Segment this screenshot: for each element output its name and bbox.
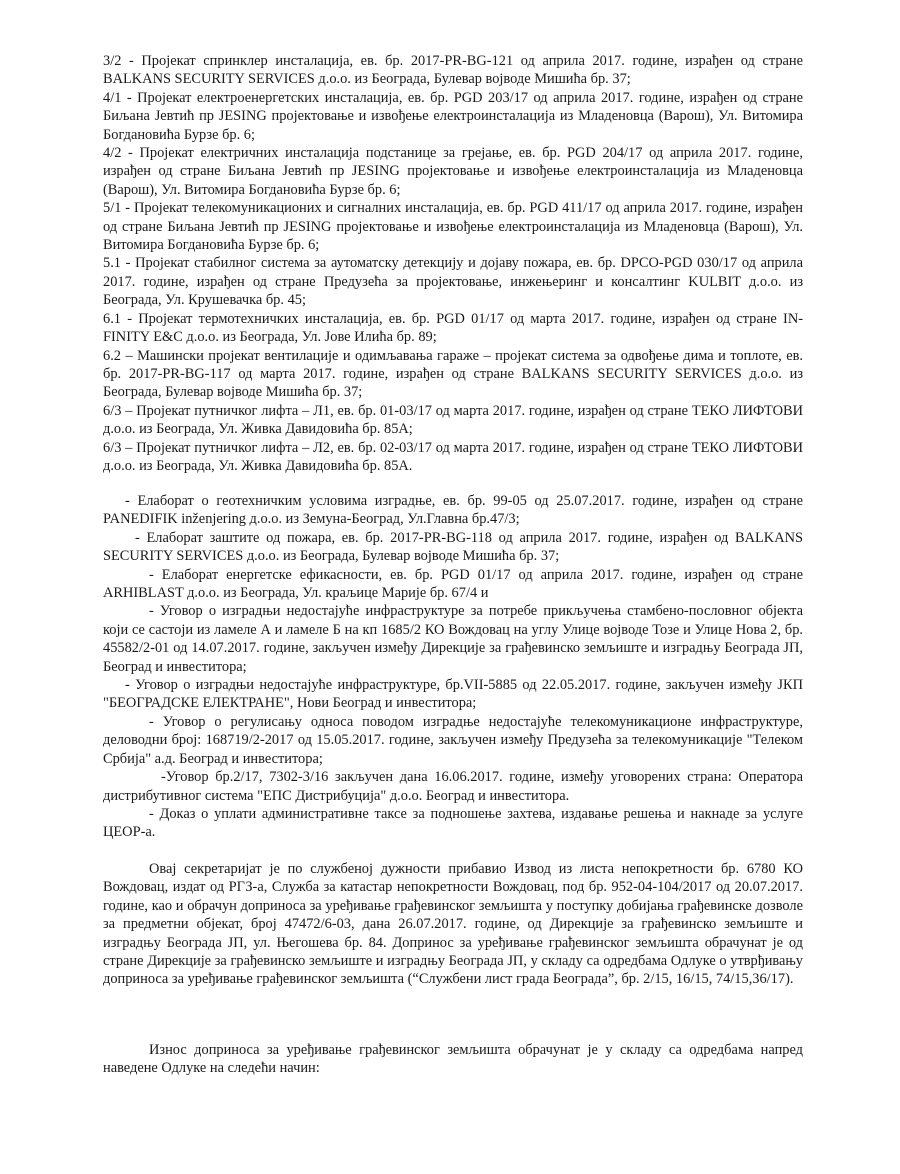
paragraph-1-text: Овај секретаријат је по службеној дужности прибавио Извод из листа непокретности бр. 6780 КО Вождовац, издат од РГЗ-а, Служба за катастар непокретности Вождовац, под бр. 952-04-104/2017 од 20.07.2017. године, као и обрачун доприноса за уређивање грађевинског земљишта у поступку добијања грађевинске дозволе за предметни објекат, број 47472/6-03, дана 26.07.2017. године, од Дирекције за грађевинско земљиште и изградњу Београда ЈП, ул. Његошева бр. 84. Допринос за уређивање грађевинског земљишта обрачунат је од стране Дирекције за грађевинско земљиште и изградњу Београда ЈП, у складу са одредбама Одлуке о утврђивању доприноса за уређивање грађевинског земљишта (“Службени лист града Београда”, бр. 2/15, 16/15, 74/15,36/17). — [103, 861, 803, 988]
project-item-6-1: 6.1 - Пројекат термотехничких инсталација, ев. бр. PGD 01/17 од марта 2017. године, израђен од стране IN-FINITY E&C д.о.о. из Београда, Ул. Јове Илића бр. 89; — [103, 310, 803, 346]
paragraph-contribution — [103, 1041, 803, 1078]
project-item-4-2: 4/2 - Пројекат електричних инсталација подстанице за грејање, ев. бр. PGD 204/17 од априла 2017. године, израђен од стране Биљана Јевтић пр JESING пројектовање и извођење електроинсталација из Младеновца (Варош), Ул. Витомира Богдановића Бурзе бр. 6; — [103, 145, 803, 198]
project-item-5-1: 5/1 - Пројекат телекомуникационих и сигналних инсталација, ев. бр. PGD 411/17 од априла 2017. године, израђен од стране Биљана Јевтић пр JESING пројектовање и извођење електроинсталација из Младеновца (Варош), Ул. Витомира Богдановића Бурзе бр. 6; — [103, 200, 803, 254]
contract-telekom-srbija: - Уговор о регулисању односа поводом изградње недостајуће телекомуникационе инфраструктуре, деловодни број: 168719/2-2017 од 15.05.2017. године, закључен између Предузећа за телекомуникације "Телеком Србија" а.д. Београд и инвеститора; — [103, 713, 803, 767]
contract-beogradske-elektrane: - Уговор о изградњи недостајуће инфраструктуре, бр.VII-5885 од 22.05.2017. године, закључен између ЈКП "БЕОГРАДСКЕ ЕЛЕКТРАНЕ", Нови Београд и инвеститора; — [103, 677, 803, 712]
paragraph-secretariat — [103, 860, 803, 989]
project-item-5-1-fire: 5.1 - Пројекат стабилног система за аутоматску детекцију и дојаву пожара, ев. бр. DPCO-PGD 030/17 од априла 2017. године, израђен од стране Предузећа за пројектовање, инжењеринг и консалтинг KULBIT д.о.о. из Београда, Ул. Крушевачка бр. 45; — [103, 255, 803, 309]
project-list — [103, 52, 803, 475]
elaborat-fire-protection: - Елаборат заштите од пожара, ев. бр. 2017-PR-BG-118 од априла 2017. године, израђен од BALKANS SECURITY SERVICES д.о.о. из Београда, Булевар војводе Мишића бр. 37; — [103, 529, 803, 565]
project-item-6-2: 6.2 – Машински пројекат вентилације и одимљавања гараже – пројекат система за одвођење дима и топлоте, ев. бр. 2017-PR-BG-117 од марта 2017. године, израђен од стране BALKANS SECURITY SERVICES д.о.о. из Београда, Булевар војводе Мишића бр. 37; — [103, 347, 803, 401]
contract-infrastructure-directorate: - Уговор о изградњи недостајуће инфраструктуре за потребе прикључења стамбено-пословног објекта који се састоји из ламеле А и ламеле Б на кп 1685/2 КО Вождовац на углу Улице војводе Тозе и Улице Нова 2, бр. 45582/2-01 од 14.07.2017. године, закључен између Дирекције за грађевинско земљиште и изградњу Београда ЈП, Београд и инвеститора; — [103, 603, 803, 675]
paragraph-2-text: Износ доприноса за уређивање грађевинског земљишта обрачунат је у складу са одредбама напред наведене Одлуке на следећи начин: — [103, 1042, 803, 1077]
project-item-6-3-l2: 6/3 – Пројекат путничког лифта – Л2, ев. бр. 02-03/17 од марта 2017. године, израђен од стране ТЕКО ЛИФТОВИ д.о.о. из Београда, Ул. Живка Давидовића бр. 85А. — [103, 439, 803, 474]
project-item-4-1: 4/1 - Пројекат електроенергетских инсталација, ев. бр. PGD 203/17 од априла 2017. године, израђен од стране Биљана Јевтић пр JESING пројектовање и извођење електроинсталација из Младеновца (Варош), Ул. Витомира Богдановића Бурзе бр. 6; — [103, 89, 803, 143]
proof-of-payment: - Доказ о уплати административне таксе за подношење захтева, издавање решења и накнаде за услуге ЦЕОР-а. — [103, 805, 803, 841]
project-item-6-3-l1: 6/3 – Пројекат путничког лифта – Л1, ев. бр. 01-03/17 од марта 2017. године, израђен од стране ТЕКО ЛИФТОВИ д.о.о. из Београда, Ул. Живка Давидовића бр. 85А; — [103, 402, 803, 438]
elaborat-geotechnical: - Елаборат о геотехничким условима изградње, ев. бр. 99-05 од 25.07.2017. године, израђен од стране PANEDIFIK inženjering д.о.о. из Земуна-Београд, Ул.Главна бр.47/3; — [103, 493, 803, 528]
contract-eps-distribucija: -Уговор бр.2/17, 7302-3/16 закључен дана 16.06.2017. године, између уговорених страна: Оператора дистрибутивног система "ЕПС Дистрибуција" д.о.о. Београд и инвеститора. — [103, 769, 803, 804]
elaborat-energy-efficiency: - Елаборат енергетске ефикасности, ев. бр. PGD 01/17 од априла 2017. године, израђен од стране ARHIBLAST д.о.о. из Београда, Ул. краљице Марије бр. 67/4 и — [103, 566, 803, 602]
project-item-3-2: 3/2 - Пројекат спринклер инсталација, ев. бр. 2017-PR-BG-121 од априла 2017. године, израђен од стране BALKANS SECURITY SERVICES д.о.о. из Београда, Булевар војводе Мишића бр. 37; — [103, 53, 803, 88]
elaborati-list — [103, 492, 803, 842]
